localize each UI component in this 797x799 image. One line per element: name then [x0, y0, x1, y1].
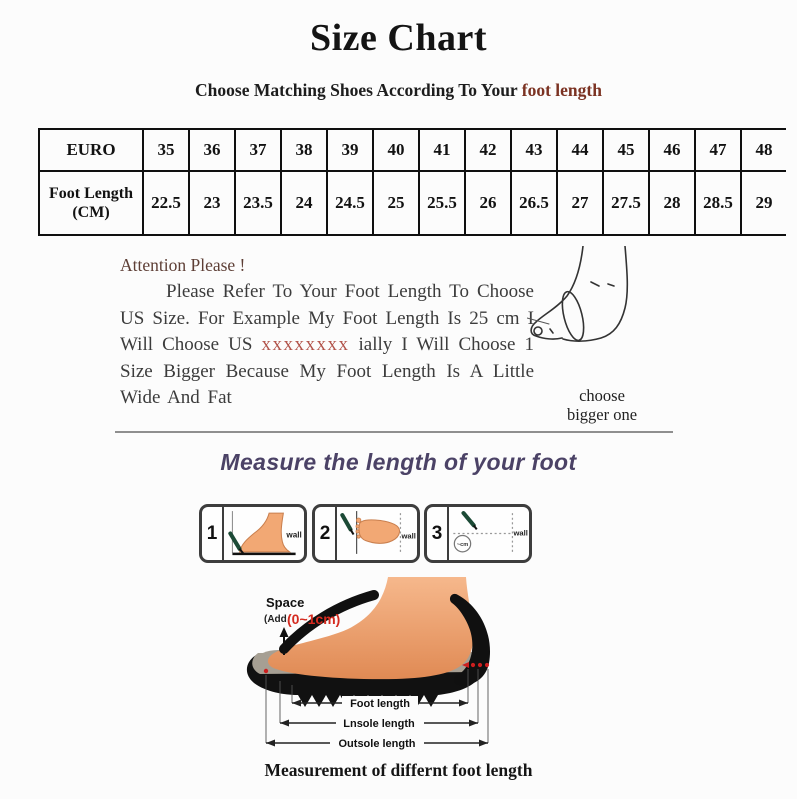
toe-mark: [550, 329, 553, 333]
foot-length-cell: 28.5: [695, 171, 741, 235]
subtitle-highlight: foot length: [521, 80, 602, 100]
foot-length-row: [39, 171, 786, 235]
step-2-illustration: [337, 507, 417, 560]
cm-label: ~cm: [456, 542, 469, 549]
attention-note: [120, 255, 534, 412]
foot-sketch-illustration: [527, 246, 667, 364]
euro-size-cell: 47: [695, 129, 741, 171]
dimension-label: Outsole length: [338, 738, 416, 750]
dimension-label: Foot length: [350, 698, 410, 710]
heel-marker-dot: [485, 663, 489, 667]
foot-length-cell: 23.5: [235, 171, 281, 235]
space-arrowhead: [280, 627, 289, 637]
caption-line: choose: [579, 386, 625, 405]
arrowhead-left: [292, 700, 301, 707]
foot-length-cell: 24: [281, 171, 327, 235]
measure-step-1: [199, 504, 307, 563]
heel-marker-dot: [478, 663, 482, 667]
foot-length-cell: 28: [649, 171, 695, 235]
step-3-illustration: [449, 507, 529, 560]
attention-heading: Attention Please !: [120, 255, 246, 275]
dimension-label: Lnsole length: [343, 718, 415, 730]
euro-size-cell: 35: [143, 129, 189, 171]
shoe-measurement-diagram: [226, 577, 526, 759]
euro-size-cell: 36: [189, 129, 235, 171]
euro-size-cell: 43: [511, 129, 557, 171]
space-note-red: (0~1cm): [287, 611, 341, 627]
foot-length-cell: 26: [465, 171, 511, 235]
euro-size-cell: 40: [373, 129, 419, 171]
subtitle: [0, 80, 797, 101]
space-note-prefix: (Add: [264, 614, 287, 625]
measure-step-2: [312, 504, 420, 563]
big-toe: [534, 327, 542, 335]
step-number: 2: [315, 507, 337, 560]
arrowhead-right: [479, 740, 488, 747]
measure-section-heading: Measure the length of your foot: [220, 449, 577, 475]
toe: [357, 535, 360, 538]
euro-size-row: [39, 129, 786, 171]
foot-side-view: [240, 513, 290, 552]
pencil-tip: [351, 529, 354, 534]
caption-line: bigger one: [566, 405, 638, 424]
subtitle-text: Choose Matching Shoes According To Your: [195, 80, 522, 100]
foot-length-cell: 27: [557, 171, 603, 235]
toe: [356, 518, 360, 522]
wall-label: wall: [286, 530, 302, 540]
pencil-icon: [230, 534, 239, 549]
toe: [356, 530, 359, 533]
foot-length-cell: 25.5: [419, 171, 465, 235]
pencil-icon: [464, 513, 474, 525]
space-label: Space: [266, 595, 305, 610]
arrowhead-right: [459, 700, 468, 707]
wall-label: wall: [401, 531, 416, 541]
footprint-top-view: [359, 520, 400, 543]
euro-size-cell: 37: [235, 129, 281, 171]
choose-bigger-caption: [547, 386, 657, 424]
foot-length-cell: 24.5: [327, 171, 373, 235]
foot-length-cell: 22.5: [143, 171, 189, 235]
measuring-loop: [558, 290, 588, 343]
section-divider: [115, 431, 673, 433]
footer-caption: Measurement of differnt foot length: [264, 760, 533, 780]
ankle-mark: [591, 282, 599, 286]
measure-step-3: [424, 504, 532, 563]
attention-body-text: Please Refer To Your Foot Length To Choose US Size. For Example My Foot Length Is 25 cm I Will Choose US: [120, 281, 534, 355]
page-title: Size Chart: [309, 17, 488, 59]
arrowhead-left: [266, 740, 275, 747]
euro-row-header: EURO: [39, 129, 143, 171]
step-1-illustration: [224, 507, 304, 560]
step-number: 3: [427, 507, 449, 560]
foot-length-cell: 25: [373, 171, 419, 235]
size-conversion-table: [38, 128, 786, 236]
step-number: 1: [202, 507, 224, 560]
euro-size-cell: 39: [327, 129, 373, 171]
wall-label: wall: [513, 528, 528, 538]
pencil-icon: [342, 515, 350, 529]
euro-size-cell: 44: [557, 129, 603, 171]
attention-body-text: ially I Will Choose 1 Size Bigger Because My Foot Length Is A Little Wide And Fat: [120, 334, 535, 408]
ankle-mark: [608, 284, 614, 286]
arrowhead-left: [280, 720, 289, 727]
foot-length-cell: 23: [189, 171, 235, 235]
foot-length-row-header: Foot Length (CM): [39, 171, 143, 235]
callout-line: [527, 318, 549, 324]
foot-outline-front: [531, 246, 583, 339]
pencil-tip: [474, 525, 477, 529]
redacted-text: xxxxxxxx: [261, 334, 350, 355]
foot-length-cell: 26.5: [511, 171, 557, 235]
euro-size-cell: 46: [649, 129, 695, 171]
foot-length-cell: 29: [741, 171, 786, 235]
heel-marker-dot: [471, 663, 475, 667]
attention-body: [120, 279, 534, 412]
euro-size-cell: 48: [741, 129, 786, 171]
arrowhead-right: [469, 720, 478, 727]
toe: [356, 525, 359, 528]
foot-length-cell: 27.5: [603, 171, 649, 235]
euro-size-cell: 42: [465, 129, 511, 171]
euro-size-cell: 41: [419, 129, 465, 171]
euro-size-cell: 45: [603, 129, 649, 171]
euro-size-cell: 38: [281, 129, 327, 171]
toe-marker: [264, 669, 268, 673]
